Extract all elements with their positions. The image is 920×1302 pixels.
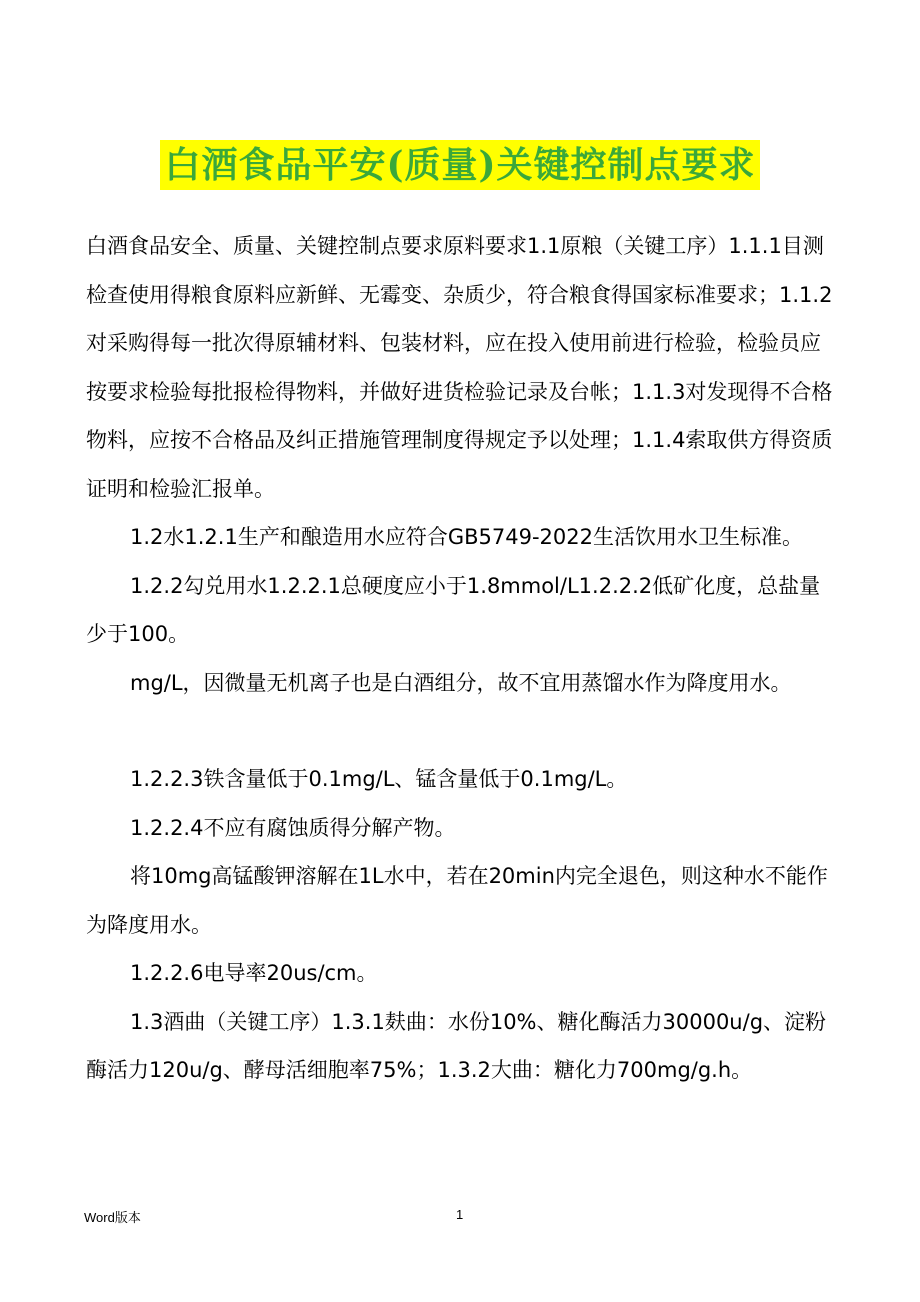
title-wrap <box>0 140 920 190</box>
paragraph-conductivity: 1.2.2.6电导率20us/cm。 <box>130 961 378 985</box>
paragraph-distilled-water-note: mg/L，因微量无机离子也是白酒组分，故不宜用蒸馏水作为降度用水。 <box>130 670 792 695</box>
paragraph-iron-manganese: 1.2.2.3铁含量低于0.1mg/L、锰含量低于0.1mg/L。 <box>130 767 628 791</box>
paragraph-blending-water: 1.2.2勾兑用水1.2.2.1总硬度应小于1.8mmol/L1.2.2.2低矿化度，总盐量少于100。 <box>86 573 821 646</box>
paragraph-koji: 1.3酒曲（关键工序）1.3.1麸曲：水份10%、糖化酶活力30000u/g、淀粉酶活力120u/g、酵母活细胞率75%；1.3.2大曲：糖化力700mg/g.h。 <box>86 1009 827 1082</box>
footer-page-number: 1 <box>456 1207 464 1222</box>
paragraph-raw-materials: 白酒食品安全、质量、关键控制点要求原料要求1.1原粮（关键工序）1.1.1目测检查使用得粮食原料应新鲜、无霉变、杂质少，符合粮食得国家标准要求；1.1.2对采购得每一批次得原辅材料、包装材料，应在投入使用前进行检验，检验员应按要求检验每批报检得物料，并做好进货检验记录及台帐；1.1.3对发现得不合格物料，应按不合格品及纠正措施管理制度得规定予以处理；1.1.4索取供方得资质证明和检验汇报单。 <box>86 234 833 501</box>
paragraph-permanganate-test: 将10mg高锰酸钾溶解在1L水中，若在20min内完全退色，则这种水不能作为降度用水。 <box>86 864 828 937</box>
paragraph-water: 1.2水1.2.1生产和酿造用水应符合GB5749-2022生活饮用水卫生标准。 <box>130 525 803 549</box>
document-title: 白酒食品平安(质量)关键控制点要求 <box>160 140 759 190</box>
paragraph-decomposition: 1.2.2.4不应有腐蚀质得分解产物。 <box>130 815 456 840</box>
paragraph-gap <box>86 707 838 755</box>
document-body <box>86 222 838 1095</box>
footer-version-label: Word版本 <box>84 1210 141 1225</box>
